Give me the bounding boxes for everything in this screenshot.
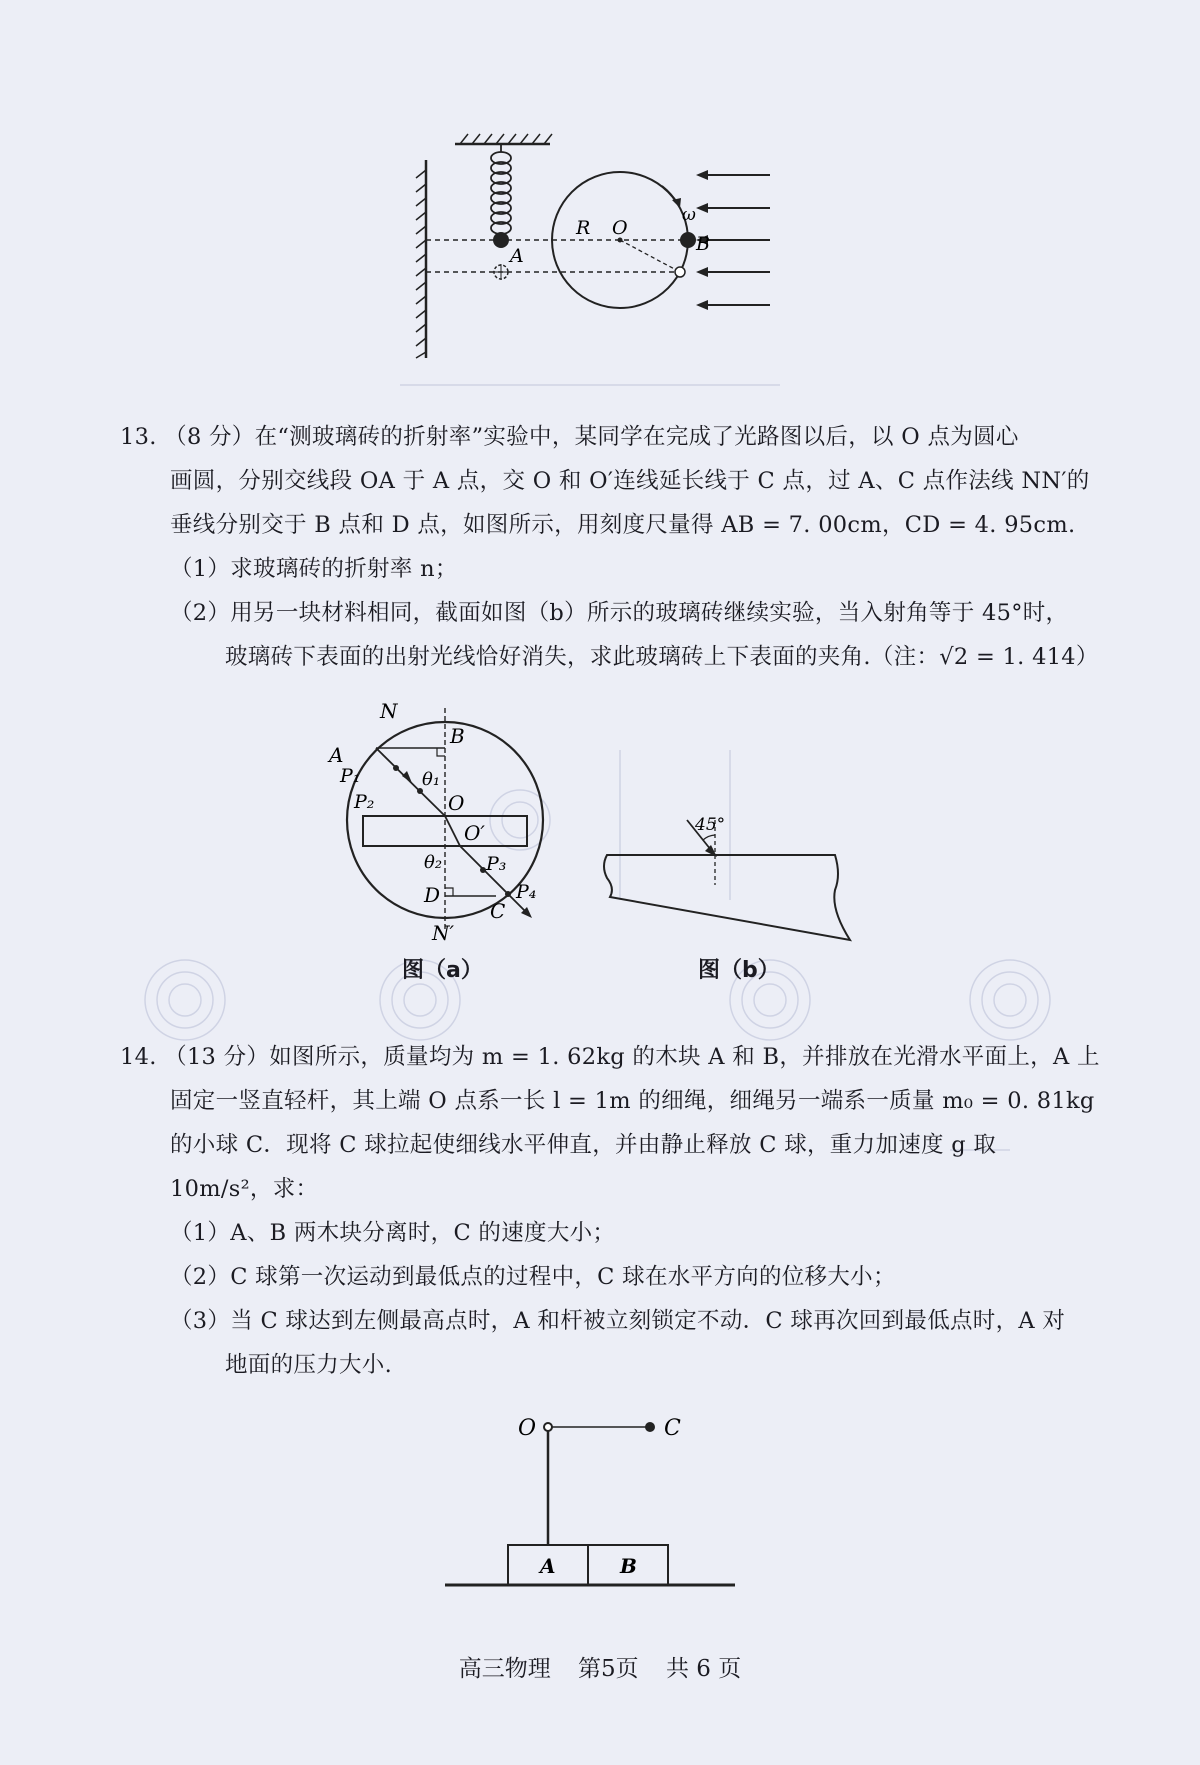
label-A-top: A <box>510 245 524 267</box>
fig-a-label-D: D <box>424 883 441 907</box>
figure-a-caption: 图（a） <box>402 958 483 983</box>
q14-text-2: 固定一竖直轻杆，其上端 O 点系一长 l = 1m 的细绳，细绳另一端系一质量 m₀ = 0. 81kg <box>170 1088 1095 1114</box>
footer-subject: 高三物理 <box>458 1656 551 1682</box>
q13-sub-2-line-1: （2）用另一块材料相同，截面如图（b）所示的玻璃砖继续实验，当入射角等于 45°时， <box>170 600 1069 626</box>
label-omega: ω <box>682 205 696 225</box>
q13-line-1 <box>120 415 1140 459</box>
fig-a-label-N: N <box>380 699 398 723</box>
q14-number: 14. <box>120 1044 157 1070</box>
figure-b-wedge <box>595 800 865 950</box>
fig-a-label-O-prime: O′ <box>464 821 485 845</box>
fig-a-label-P2: P₂ <box>354 791 375 813</box>
fig-a-label-B: B <box>450 724 465 748</box>
question-14 <box>120 1035 1140 1387</box>
footer-total: 共 6 页 <box>666 1656 742 1682</box>
fig-a-label-theta1: θ₁ <box>422 769 441 790</box>
fig-14-label-B: B <box>620 1554 637 1578</box>
q14-sub-3-line-2: 地面的压力大小. <box>225 1352 393 1378</box>
q14-text-4: 10m/s²，求： <box>170 1176 319 1202</box>
q14-sub-1: （1）A、B 两木块分离时，C 的速度大小； <box>170 1220 616 1246</box>
fig-a-label-P1: P₁ <box>340 765 361 787</box>
fig-a-label-N-prime: N′ <box>432 921 455 945</box>
fig-a-label-P4: P₄ <box>516 881 537 903</box>
q14-sub-3-line-1: （3）当 C 球达到左侧最高点时，A 和杆被立刻锁定不动．C 球再次回到最低点时，A 对 <box>170 1308 1066 1334</box>
fig-14-label-C: C <box>664 1416 681 1441</box>
fig-a-label-A: A <box>329 743 344 767</box>
q13-score: （8 分） <box>164 424 255 450</box>
page-footer <box>0 1650 1200 1683</box>
label-B-top: B <box>696 233 710 255</box>
q13-sub-1: （1）求玻璃砖的折射率 n； <box>170 556 458 582</box>
label-R: R <box>576 217 591 239</box>
fig-b-angle-label: 45° <box>695 815 726 835</box>
fig-a-label-C: C <box>490 899 506 923</box>
q14-score: （13 分） <box>164 1044 270 1070</box>
fig-a-label-O: O <box>448 791 465 815</box>
figure-a-refraction <box>329 690 570 950</box>
q14-text-1: 如图所示，质量均为 m = 1. 62kg 的木块 A 和 B，并排放在光滑水平面上，A 上 <box>269 1044 1100 1070</box>
footer-page: 第5页 <box>578 1656 639 1682</box>
q14-line-1 <box>120 1035 1140 1079</box>
q13-text-3: 垂线分别交于 B 点和 D 点，如图所示，用刻度尺量得 AB = 7. 00cm，CD = 4. 95cm. <box>170 512 1076 538</box>
q13-number: 13. <box>120 424 157 450</box>
q14-sub-2: （2）C 球第一次运动到最低点的过程中，C 球在水平方向的位移大小； <box>170 1264 896 1290</box>
q13-text-2: 画圆，分别交线段 OA 于 A 点，交 O 和 O′连线延长线于 C 点，过 A、C 点作法线 NN′的 <box>170 468 1090 494</box>
fig-14-label-O: O <box>518 1416 537 1441</box>
figure-b-caption: 图（b） <box>698 958 780 983</box>
fig-14-label-A: A <box>540 1554 556 1578</box>
figure-14-blocks <box>440 1405 740 1590</box>
q14-text-3: 的小球 C．现将 C 球拉起使细线水平伸直，并由静止释放 C 球，重力加速度 g 取 <box>170 1132 997 1158</box>
q13-text-1: 在“测玻璃砖的折射率”实验中，某同学在完成了光路图以后，以 O 点为圆心 <box>254 424 1019 450</box>
fig-a-label-P3: P₃ <box>486 853 507 875</box>
fig-a-label-theta2: θ₂ <box>424 852 443 873</box>
spring-disk-diagram <box>400 120 800 370</box>
label-O-top: O <box>612 217 628 239</box>
q13-sub-2-line-2: 玻璃砖下表面的出射光线恰好消失，求此玻璃砖上下表面的夹角.（注：√2 = 1. 414） <box>225 644 1099 670</box>
question-13 <box>120 415 1140 679</box>
